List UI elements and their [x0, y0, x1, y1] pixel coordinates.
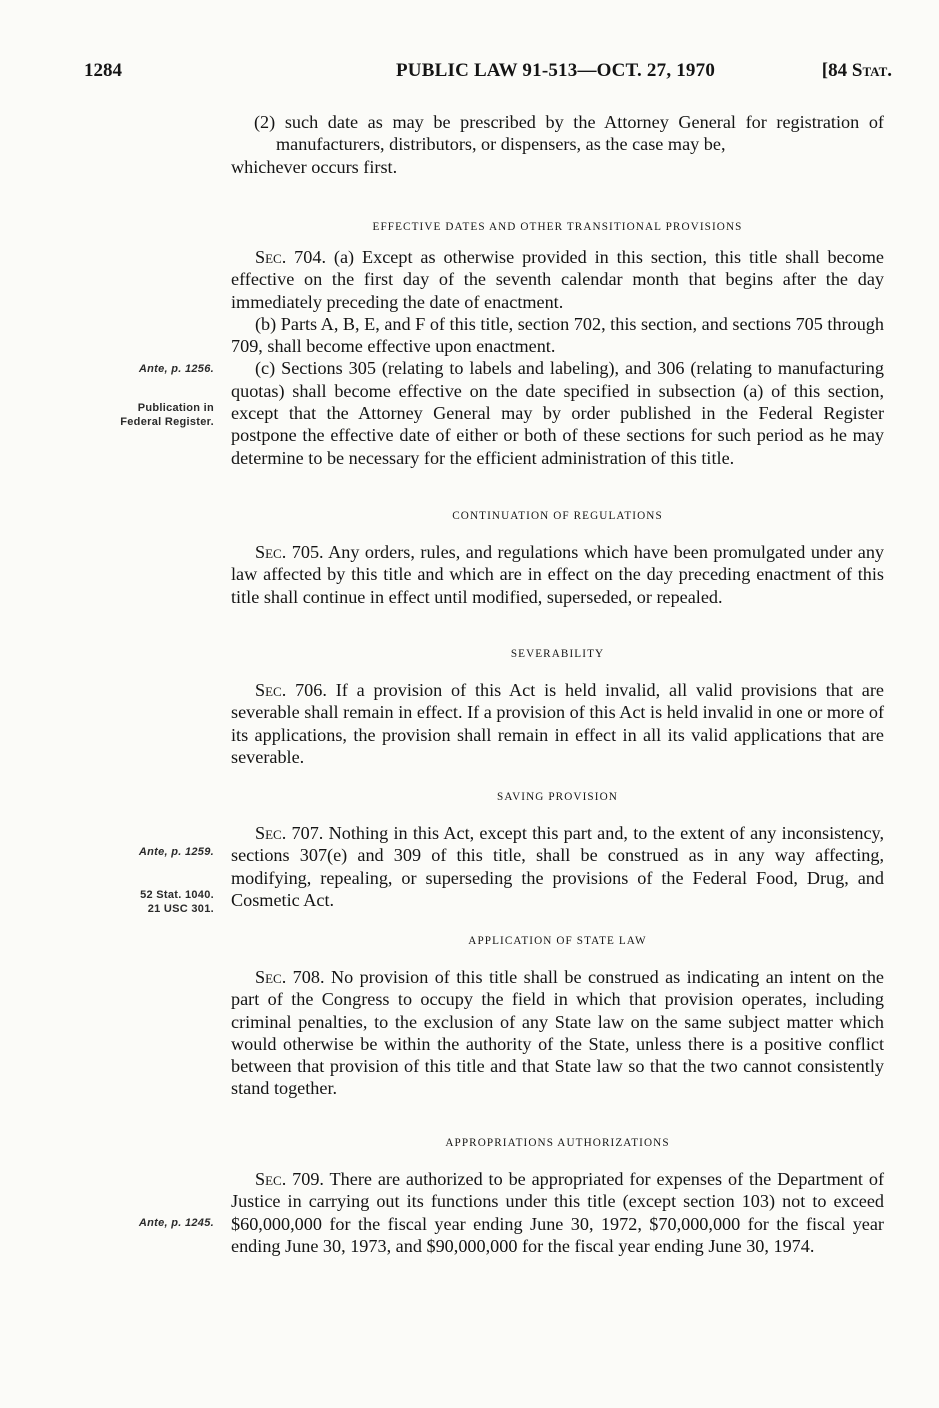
section-708-label: Sec. 708. [255, 967, 325, 987]
section-705-label: Sec. 705. [255, 542, 324, 562]
section-705-text: Any orders, rules, and regulations which have been promulgated under any law affected by this title and which are in effect on the day preceding enactment of this title shall continue in effect until modified, superseded, or repealed. [231, 542, 885, 607]
section-707 [231, 822, 884, 911]
margin-note-ante-1245-text: Ante, p. 1245. [138, 1217, 214, 1229]
section-707-label: Sec. 707. [255, 823, 324, 843]
running-header [84, 60, 892, 88]
margin-note-ante-1256-text: Ante, p. 1256. [138, 363, 214, 375]
margin-note-stat-1040 [84, 888, 214, 916]
heading-continuation: CONTINUATION OF REGULATIONS [452, 510, 663, 522]
page-number: 1284 [84, 60, 122, 81]
margin-note-usc-301-line: 21 USC 301. [147, 903, 214, 915]
margin-note-ante-1256 [84, 362, 214, 376]
margin-note-federal-register [84, 401, 214, 429]
margin-note-federal-register-line-1: Publication in [137, 402, 214, 414]
section-706-label: Sec. 706. [255, 680, 327, 700]
section-704-a-text: (a) Except as otherwise provided in this section, this title shall become effective on the first day of the seventh calendar month that begins after the day immediately preceding the date of enactment. [231, 247, 884, 312]
section-704-b: (b) Parts A, B, E, and F of this title, section 702, this section, and sections 705 through 709, shall become effective upon enactment. [231, 313, 884, 357]
statute-reference: [84 Stat. [821, 60, 892, 81]
section-708-text: No provision of this title shall be construed as indicating an intent on the part of the Congress to occupy the field in which that provision operates, including criminal penalties, to the exclusion of any State law on the same subject matter which would otherwise be within the authority of the State, unless there is a positive conflict between that provision of this title and that State law so that the two cannot consistently stand together. [231, 967, 885, 1099]
closing-phrase: whichever occurs first. [231, 156, 398, 177]
margin-note-federal-register-line-2: Federal Register. [120, 416, 214, 428]
heading-state-law: APPLICATION OF STATE LAW [468, 935, 647, 947]
section-706 [231, 679, 884, 768]
section-705-para [231, 541, 884, 608]
section-707-text: Nothing in this Act, except this part and, to the extent of any inconsistency, sections 307(e) and 309 of this title, shall be construed as in any way affecting, modifying, repealing, or superseding the provisions of the Federal Food, Drug, and Cosmetic Act. [231, 823, 885, 910]
section-709-para [231, 1168, 884, 1257]
margin-note-stat-1040-line: 52 Stat. 1040. [140, 889, 214, 901]
section-709 [231, 1168, 884, 1257]
section-707-para [231, 822, 884, 911]
margin-note-ante-1259 [84, 845, 214, 859]
section-708-para [231, 966, 884, 1100]
section-708 [231, 966, 884, 1100]
margin-note-ante-1259-text: Ante, p. 1259. [138, 846, 214, 858]
section-704-label: Sec. 704. [255, 247, 327, 267]
section-709-text: There are authorized to be appropriated for expenses of the Department of Justice in carrying out its functions under this title (except section 103) not to exceed $60,000,000 for the fiscal year ending June 30, 1972, $70,000,000 for the fiscal year ending June 30, 1973, and $90,000,000 for the fiscal year ending June 30, 1974. [231, 1169, 885, 1256]
heading-severability: SEVERABILITY [510, 648, 605, 660]
margin-note-ante-1245 [84, 1216, 214, 1230]
heading-appropriations: APPROPRIATIONS AUTHORIZATIONS [445, 1137, 670, 1149]
section-704-c: (c) Sections 305 (relating to labels and labeling), and 306 (relating to manufacturing quotas) shall become effective on the date specified in subsection (a) of this section, except that the Attorney General may by order published in the Federal Register postpone the effective date of either or both of these sections for such period as he may determine to be necessary for the efficient administration of this title. [231, 358, 884, 468]
clause-2: (2) such date as may be prescribed by the Attorney General for registration of manufacturers, distributors, or dispensers, as the case may be, [254, 112, 884, 155]
section-704-a [231, 246, 884, 313]
section-706-text: If a provision of this Act is held invalid, all valid provisions that are severable shall remain in effect. If a provision of this Act is held invalid in one or more of its applications, the provision shall remain in effect in all its valid applications that are severable. [231, 680, 885, 767]
section-706-para [231, 679, 884, 768]
heading-saving: SAVING PROVISION [497, 791, 618, 803]
section-704 [231, 246, 884, 469]
page-title: PUBLIC LAW 91-513—OCT. 27, 1970 [396, 60, 716, 81]
section-709-label: Sec. 709. [255, 1169, 324, 1189]
intro-block [231, 111, 884, 178]
heading-effective-dates: EFFECTIVE DATES AND OTHER TRANSITIONAL PROVISIONS [372, 221, 743, 233]
section-705 [231, 541, 884, 608]
